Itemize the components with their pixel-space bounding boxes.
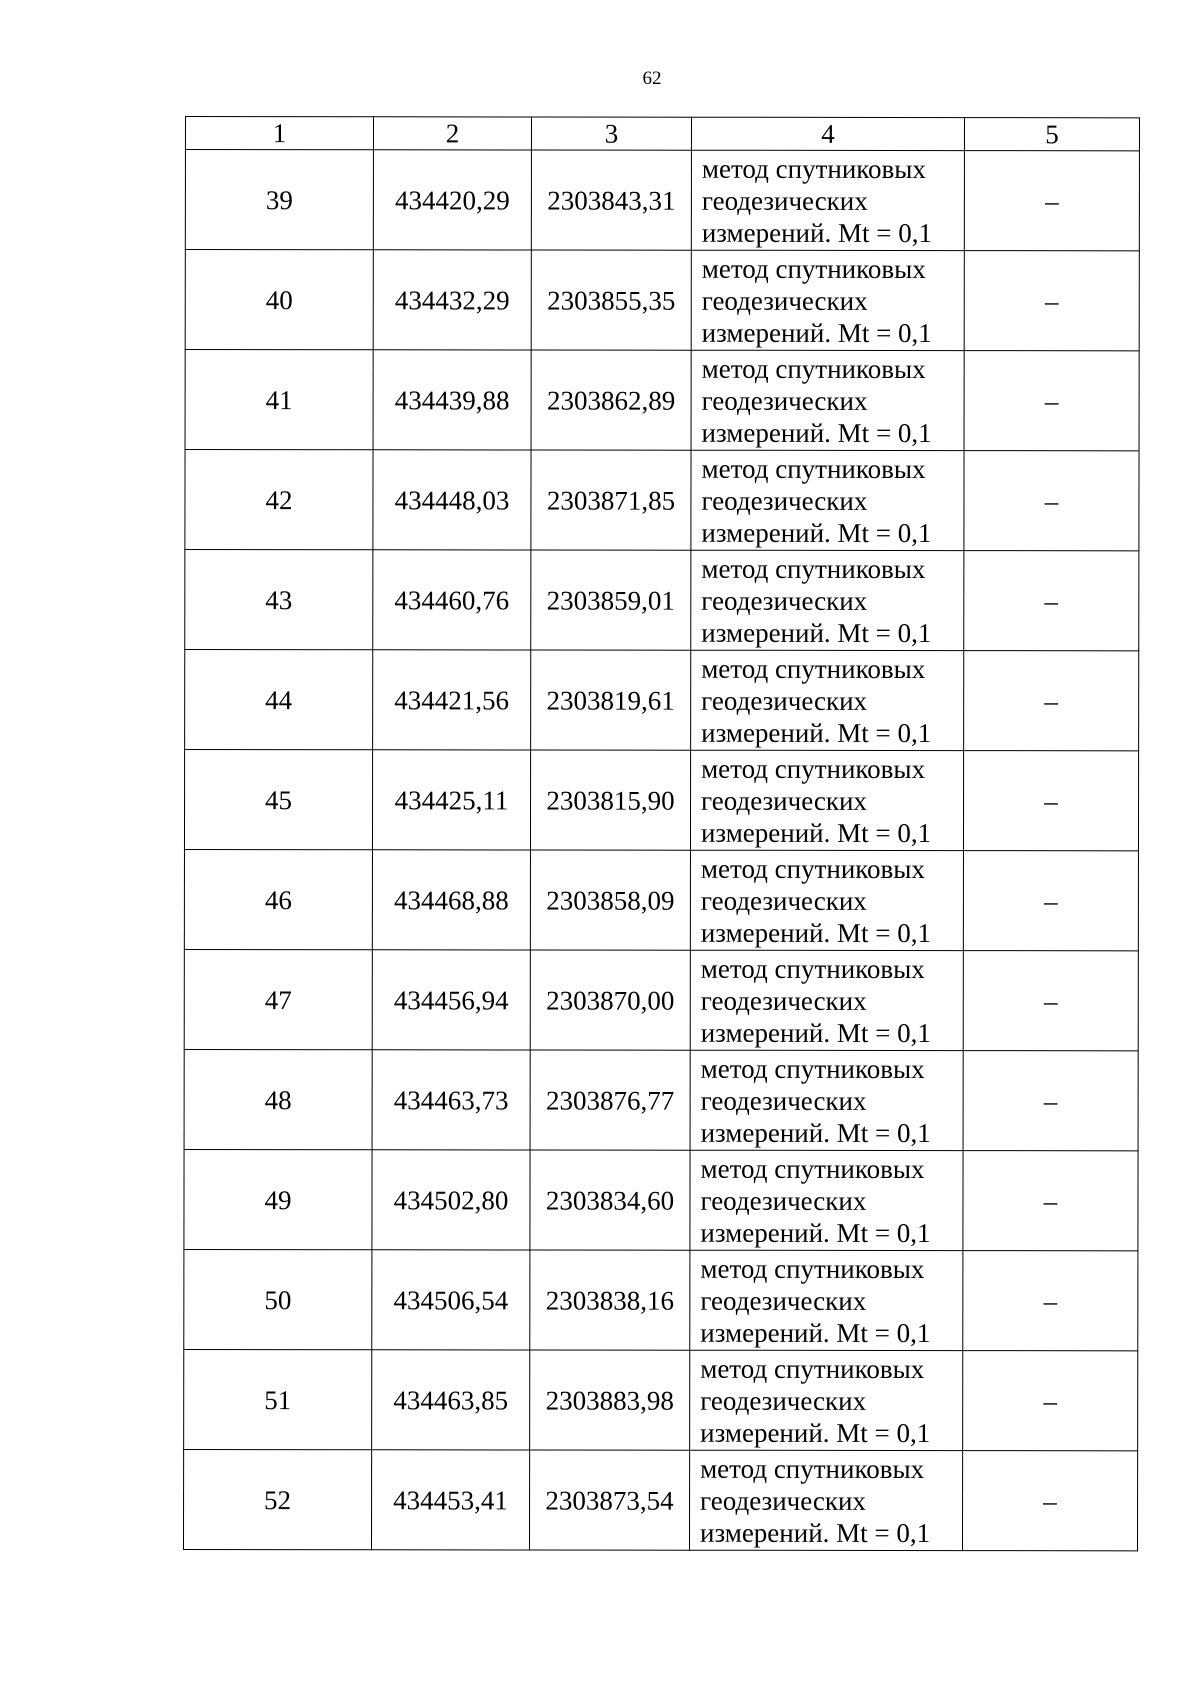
y-coordinate-cell: 2303855,35 <box>531 250 691 350</box>
method-line: метод спутниковых <box>701 753 926 784</box>
table-row <box>184 949 1138 1050</box>
column-5-cell: – <box>963 1251 1138 1351</box>
y-coordinate-cell: 2303870,00 <box>530 950 690 1050</box>
point-number-cell: 51 <box>184 1349 372 1449</box>
method-line: метод спутниковых <box>700 1353 925 1384</box>
column-5-cell: – <box>963 851 1138 951</box>
table-row <box>185 450 1139 551</box>
method-line: измерений. Mt = 0,1 <box>700 1117 931 1148</box>
column-5-cell: – <box>963 951 1138 1051</box>
x-coordinate-cell: 434463,85 <box>372 1350 530 1450</box>
x-coordinate-cell: 434456,94 <box>372 950 530 1050</box>
table-row <box>183 1449 1137 1550</box>
coordinates-table <box>183 116 1140 1551</box>
table-row <box>185 650 1139 751</box>
table-row <box>184 1049 1138 1150</box>
x-coordinate-cell: 434453,41 <box>371 1450 529 1550</box>
y-coordinate-cell: 2303858,09 <box>530 850 690 950</box>
point-number-cell: 42 <box>185 450 373 550</box>
method-line: измерений. Mt = 0,1 <box>701 517 932 548</box>
x-coordinate-cell: 434448,03 <box>373 450 531 550</box>
method-line: геодезических <box>701 585 868 616</box>
table-row <box>184 1249 1138 1350</box>
method-cell <box>691 250 964 350</box>
table-header-row <box>185 117 1139 151</box>
method-line: геодезических <box>701 485 868 516</box>
column-5-cell: – <box>964 651 1139 751</box>
method-cell <box>691 550 964 650</box>
column-5-cell: – <box>964 351 1139 451</box>
table-row <box>185 550 1139 651</box>
method-line: метод спутниковых <box>700 1053 925 1084</box>
header-col-1: 1 <box>185 117 373 150</box>
table-row <box>185 350 1139 451</box>
point-number-cell: 49 <box>184 1149 372 1249</box>
method-cell <box>691 450 964 550</box>
method-line: геодезических <box>700 1485 866 1516</box>
method-cell <box>690 1250 963 1350</box>
method-line: метод спутниковых <box>700 1153 925 1184</box>
method-line: метод спутниковых <box>700 1253 925 1284</box>
table-row <box>184 750 1138 851</box>
header-col-5: 5 <box>964 118 1139 151</box>
point-number-cell: 45 <box>184 750 372 850</box>
method-line: геодезических <box>700 1285 867 1316</box>
x-coordinate-cell: 434421,56 <box>373 650 531 750</box>
y-coordinate-cell: 2303876,77 <box>530 1050 690 1150</box>
method-line: измерений. Mt = 0,1 <box>700 1417 931 1448</box>
method-cell <box>690 1050 963 1150</box>
method-line: метод спутниковых <box>700 953 925 984</box>
x-coordinate-cell: 434432,29 <box>373 250 531 350</box>
y-coordinate-cell: 2303843,31 <box>531 150 691 250</box>
method-line: геодезических <box>700 1385 867 1416</box>
method-line: метод спутниковых <box>701 353 926 384</box>
column-5-cell: – <box>964 251 1139 351</box>
method-line: метод спутниковых <box>701 153 926 184</box>
method-line: метод спутниковых <box>700 1453 925 1484</box>
table-row <box>184 1149 1138 1250</box>
column-5-cell: – <box>962 1451 1137 1551</box>
method-cell <box>690 1350 963 1450</box>
table-row <box>184 1349 1138 1450</box>
method-line: геодезических <box>701 685 868 716</box>
point-number-cell: 41 <box>185 350 373 450</box>
method-line: измерений. Mt = 0,1 <box>700 1317 931 1348</box>
column-5-cell: – <box>964 151 1139 251</box>
page-number: 62 <box>642 68 662 89</box>
point-number-cell: 50 <box>184 1249 372 1349</box>
x-coordinate-cell: 434420,29 <box>373 150 531 250</box>
method-line: метод спутниковых <box>701 553 926 584</box>
method-line: метод спутниковых <box>701 653 926 684</box>
method-line: геодезических <box>701 285 868 316</box>
method-line: измерений. Mt = 0,1 <box>701 717 932 748</box>
point-number-cell: 43 <box>185 550 373 650</box>
x-coordinate-cell: 434506,54 <box>372 1250 530 1350</box>
method-line: геодезических <box>700 1185 867 1216</box>
y-coordinate-cell: 2303819,61 <box>531 650 691 750</box>
method-line: измерений. Mt = 0,1 <box>701 317 932 348</box>
point-number-cell: 48 <box>184 1049 372 1149</box>
column-5-cell: – <box>964 451 1139 551</box>
x-coordinate-cell: 434439,88 <box>373 350 531 450</box>
column-5-cell: – <box>964 551 1139 651</box>
method-line: метод спутниковых <box>700 853 925 884</box>
method-line: измерений. Mt = 0,1 <box>700 1517 931 1548</box>
method-line: геодезических <box>701 185 868 216</box>
method-line: измерений. Mt = 0,1 <box>700 1017 931 1048</box>
column-5-cell: – <box>963 1051 1138 1151</box>
method-cell <box>689 1450 962 1550</box>
x-coordinate-cell: 434463,73 <box>372 1050 530 1150</box>
point-number-cell: 52 <box>183 1449 371 1549</box>
column-5-cell: – <box>963 1151 1138 1251</box>
y-coordinate-cell: 2303859,01 <box>531 550 691 650</box>
y-coordinate-cell: 2303883,98 <box>530 1350 690 1450</box>
x-coordinate-cell: 434425,11 <box>372 750 530 850</box>
table-row <box>185 250 1139 351</box>
point-number-cell: 40 <box>185 250 373 350</box>
method-cell <box>691 150 964 250</box>
method-line: измерений. Mt = 0,1 <box>701 217 932 248</box>
y-coordinate-cell: 2303862,89 <box>531 350 691 450</box>
method-line: геодезических <box>700 985 867 1016</box>
header-col-2: 2 <box>373 117 531 150</box>
method-cell <box>690 850 963 950</box>
y-coordinate-cell: 2303871,85 <box>531 450 691 550</box>
method-line: геодезических <box>701 785 867 816</box>
point-number-cell: 44 <box>185 650 373 750</box>
method-line: геодезических <box>700 885 867 916</box>
method-line: измерений. Mt = 0,1 <box>700 1217 931 1248</box>
y-coordinate-cell: 2303838,16 <box>530 1250 690 1350</box>
table-row <box>184 850 1138 951</box>
y-coordinate-cell: 2303834,60 <box>530 1150 690 1250</box>
table-body <box>183 150 1139 1551</box>
point-number-cell: 46 <box>184 850 372 950</box>
x-coordinate-cell: 434502,80 <box>372 1150 530 1250</box>
y-coordinate-cell: 2303873,54 <box>529 1450 689 1550</box>
method-cell <box>691 650 964 750</box>
method-cell <box>691 350 964 450</box>
header-col-4: 4 <box>691 117 964 150</box>
method-cell <box>690 750 963 850</box>
header-col-3: 3 <box>531 117 691 150</box>
x-coordinate-cell: 434460,76 <box>373 550 531 650</box>
method-line: измерений. Mt = 0,1 <box>701 417 932 448</box>
method-cell <box>690 1150 963 1250</box>
column-5-cell: – <box>963 751 1138 851</box>
method-cell <box>690 950 963 1050</box>
method-line: измерений. Mt = 0,1 <box>701 617 932 648</box>
x-coordinate-cell: 434468,88 <box>372 850 530 950</box>
point-number-cell: 39 <box>185 150 373 250</box>
method-line: измерений. Mt = 0,1 <box>700 917 932 948</box>
table-row <box>185 150 1139 251</box>
point-number-cell: 47 <box>184 949 372 1049</box>
y-coordinate-cell: 2303815,90 <box>530 750 690 850</box>
method-line: измерений. Mt = 0,1 <box>700 817 932 848</box>
column-5-cell: – <box>963 1351 1138 1451</box>
method-line: метод спутниковых <box>701 453 926 484</box>
method-line: метод спутниковых <box>701 253 926 284</box>
method-line: геодезических <box>700 1085 867 1116</box>
method-line: геодезических <box>701 385 868 416</box>
